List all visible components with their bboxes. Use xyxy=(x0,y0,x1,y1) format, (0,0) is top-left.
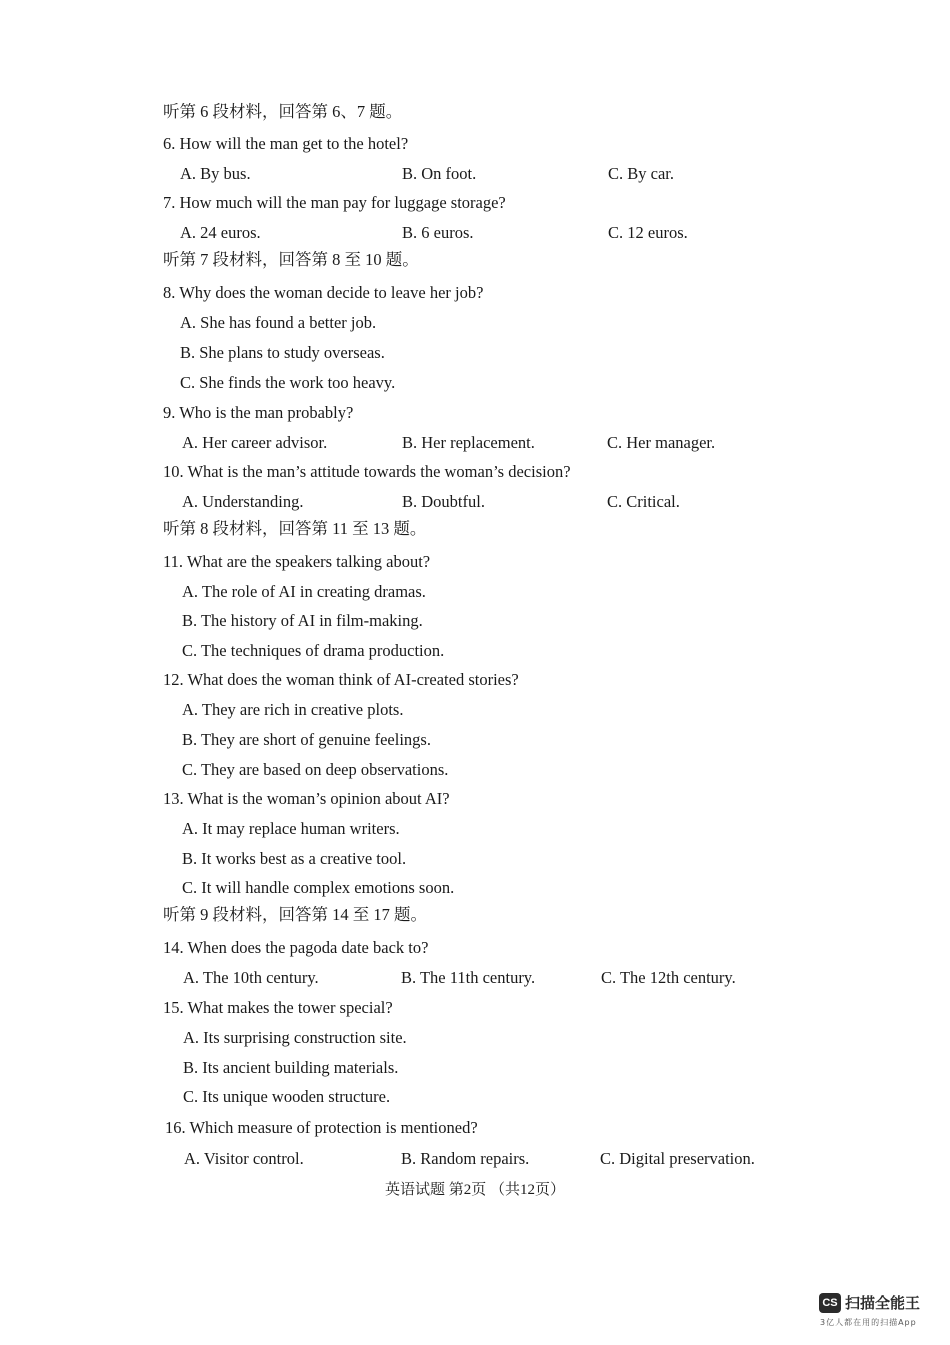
q9-option-b: B. Her replacement. xyxy=(402,433,535,452)
question-11: 11. What are the speakers talking about? xyxy=(163,552,431,571)
section-header: 听第 7 段材料，回答第 8 至 10 题。 xyxy=(163,250,419,269)
question-15: 15. What makes the tower special? xyxy=(163,998,393,1017)
section-header: 听第 6 段材料，回答第 6、7 题。 xyxy=(163,102,403,121)
q8-option-c: C. She finds the work too heavy. xyxy=(180,373,396,392)
q10-option-b: B. Doubtful. xyxy=(402,492,485,511)
logo-tagline: 3亿人都在用的扫描App xyxy=(820,1318,917,1327)
question-7: 7. How much will the man pay for luggage storage? xyxy=(163,193,506,212)
question-9: 9. Who is the man probably? xyxy=(163,403,354,422)
q7-option-a: A. 24 euros. xyxy=(180,223,261,242)
q16-option-a: A. Visitor control. xyxy=(184,1149,304,1168)
logo-mark: CS xyxy=(819,1293,841,1313)
q13-option-b: B. It works best as a creative tool. xyxy=(182,849,407,868)
camscanner-logo-icon xyxy=(819,1293,931,1333)
q11-option-b: B. The history of AI in film-making. xyxy=(182,611,423,630)
question-12: 12. What does the woman think of AI-created stories? xyxy=(163,670,519,689)
section-header: 听第 9 段材料，回答第 14 至 17 题。 xyxy=(163,905,427,924)
question-8: 8. Why does the woman decide to leave her job? xyxy=(163,283,484,302)
q10-option-a: A. Understanding. xyxy=(182,492,304,511)
q14-option-b: B. The 11th century. xyxy=(401,968,536,987)
q6-option-c: C. By car. xyxy=(608,164,674,183)
q13-option-a: A. It may replace human writers. xyxy=(182,819,400,838)
q14-option-a: A. The 10th century. xyxy=(183,968,319,987)
q6-option-b: B. On foot. xyxy=(402,164,477,183)
q16-option-c: C. Digital preservation. xyxy=(600,1149,755,1168)
q6-option-a: A. By bus. xyxy=(180,164,251,183)
q14-option-c: C. The 12th century. xyxy=(601,968,736,987)
q7-option-b: B. 6 euros. xyxy=(402,223,474,242)
q13-option-c: C. It will handle complex emotions soon. xyxy=(182,878,455,897)
q16-option-b: B. Random repairs. xyxy=(401,1149,530,1168)
q15-option-b: B. Its ancient building materials. xyxy=(183,1058,399,1077)
q8-option-a: A. She has found a better job. xyxy=(180,313,377,332)
q15-option-c: C. Its unique wooden structure. xyxy=(183,1087,391,1106)
q12-option-a: A. They are rich in creative plots. xyxy=(182,700,404,719)
q11-option-c: C. The techniques of drama production. xyxy=(182,641,445,660)
question-13: 13. What is the woman’s opinion about AI? xyxy=(163,789,450,808)
q12-option-b: B. They are short of genuine feelings. xyxy=(182,730,431,749)
page-footer: 英语试题 第2页 （共12页） xyxy=(384,1182,565,1198)
section-header: 听第 8 段材料，回答第 11 至 13 题。 xyxy=(163,519,427,538)
logo-name: 扫描全能王 xyxy=(845,1294,921,1312)
q9-option-c: C. Her manager. xyxy=(607,433,716,452)
q7-option-c: C. 12 euros. xyxy=(608,223,688,242)
q10-option-c: C. Critical. xyxy=(607,492,680,511)
q9-option-a: A. Her career advisor. xyxy=(182,433,328,452)
question-16: 16. Which measure of protection is mentioned? xyxy=(165,1118,478,1137)
q11-option-a: A. The role of AI in creating dramas. xyxy=(182,582,426,601)
q8-option-b: B. She plans to study overseas. xyxy=(180,343,385,362)
question-10: 10. What is the man’s attitude towards the woman’s decision? xyxy=(163,462,571,481)
question-6: 6. How will the man get to the hotel? xyxy=(163,134,409,153)
question-14: 14. When does the pagoda date back to? xyxy=(163,938,429,957)
q15-option-a: A. Its surprising construction site. xyxy=(183,1028,407,1047)
q12-option-c: C. They are based on deep observations. xyxy=(182,760,449,779)
